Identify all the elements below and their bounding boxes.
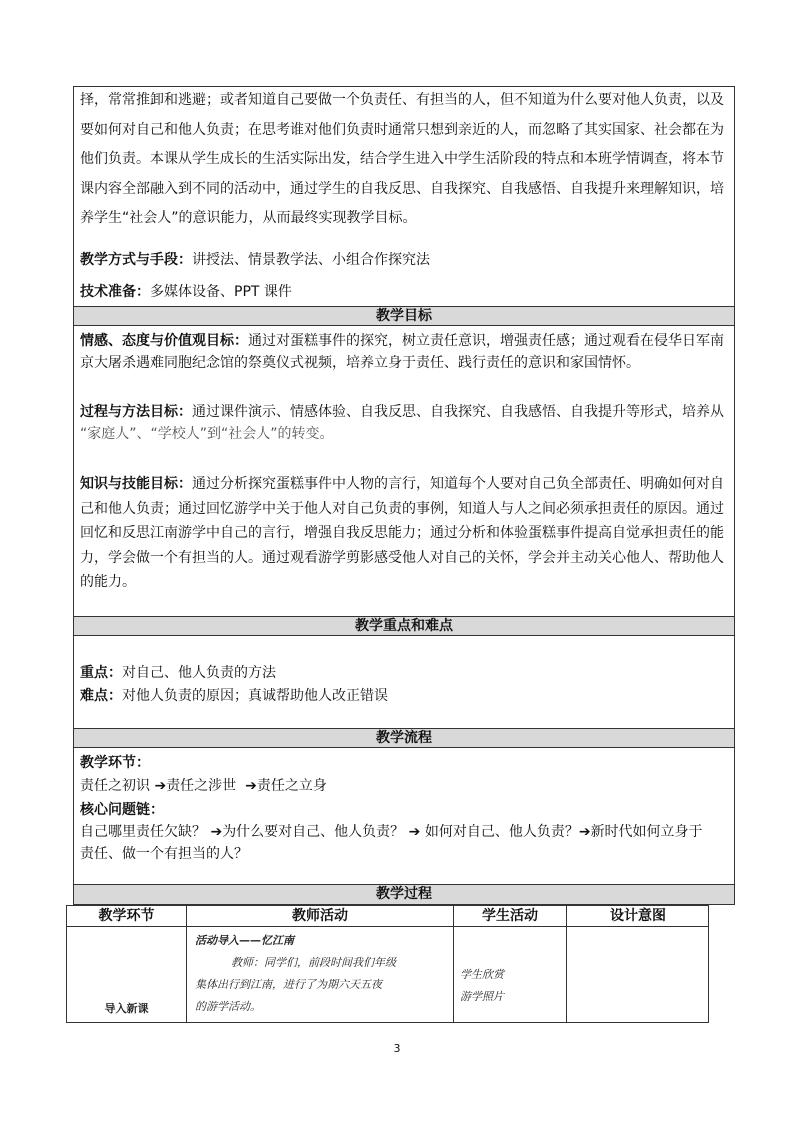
difficulty-label: 难点： (80, 688, 122, 704)
intro-line: 养学生“社会人”的意识能力，从而最终实现教学目标。 (80, 210, 417, 226)
intro-line: 他们负责。本课从学生成长的生活实际出发，结合学生进入中学生活阶段的特点和本班学情调查，将本节 (80, 151, 724, 167)
knowledge-text: 通过分析探究蛋糕事件中人物的言行，知道每个人要对自己负全部责任、明确如何对自 (192, 476, 724, 492)
question-2: 为什么要对自己、他人负责？ (222, 824, 405, 840)
process-goal (80, 401, 730, 445)
focus-label: 重点： (80, 665, 122, 681)
stage-2: 责任之涉世 (166, 778, 237, 794)
process-text: 通过课件演示、情感体验、自我反思、自我探究、自我感悟、自我提升等形式，培养从 (192, 404, 724, 420)
teaching-method (80, 249, 730, 271)
intro-paragraph (80, 86, 730, 234)
arrow-right-icon: ➔ (154, 778, 167, 794)
knowledge-goal (80, 472, 730, 595)
question-4: 新时代如何立身于 (590, 824, 703, 840)
knowledge-line: 己和他人负责；通过回忆游学中关于他人对自己负责的事例，知道人与人之间必须承担责任的原因。通过 (80, 500, 724, 517)
keypoints-header: 教学重点和难点 (74, 616, 734, 636)
emotion-text-cont: 京大屠杀遇难同胞纪念馆的祭奠仪式视频，培养立身于责任、践行责任的意识和家国情怀。 (80, 355, 640, 371)
stage-label: 导入新课 (104, 1002, 149, 1015)
method-label: 教学方式与手段： (80, 252, 192, 268)
process-label: 过程与方法目标： (80, 404, 192, 420)
emotion-label: 情感、态度与价值观目标： (80, 333, 248, 349)
student-line: 学生欣赏 (460, 968, 504, 981)
student-line: 游学照片 (460, 990, 504, 1003)
focus-point (80, 662, 730, 684)
teacher-activity-cell (187, 926, 454, 1022)
intro-line: 要如何对自己和他人负责；在思考谁对他们负责时通常只想到亲近的人，而忽略了其实国家、社会都在为 (80, 121, 724, 138)
student-activity-cell (454, 926, 567, 1022)
column-header: 教师活动 (187, 906, 454, 926)
method-text: 讲授法、情景教学法、小组合作探究法 (192, 252, 430, 268)
teacher-line: 集体出行到江南，进行了为期六天五夜 (195, 978, 382, 991)
knowledge-line: 回忆和反思江南游学中自己的言行，增强自我反思能力；通过分析和体验蛋糕事件提高自觉承担责任的能 (80, 525, 724, 541)
emotion-text: 通过对蛋糕事件的探究，树立责任意识，增强责任感；通过观看在侵华日军南 (248, 333, 724, 349)
arrow-right-icon: ➔ (408, 824, 421, 840)
column-header: 教学环节 (67, 906, 187, 926)
knowledge-label: 知识与技能目标： (80, 476, 192, 492)
column-header: 设计意图 (610, 908, 666, 924)
difficulty-point (80, 685, 730, 707)
emotion-goal (80, 330, 730, 374)
process-text-cont: “家庭人”、“学校人”到“社会人”的转变。 (80, 426, 334, 442)
flow-header: 教学流程 (74, 728, 734, 748)
arrow-right-icon: ➔ (245, 778, 257, 794)
teacher-line: 教师：同学们，前段时间我们年级 (231, 956, 396, 969)
stage-cell (67, 926, 187, 1022)
flow-stages-label: 教学环节： (80, 755, 150, 771)
arrow-right-icon: ➔ (578, 824, 591, 840)
design-intent-cell (567, 926, 709, 1022)
intro-line: 课内容全部融入到不同的活动中，通过学生的自我反思、自我探究、自我感悟、自我提升来理解知识，培 (80, 180, 724, 197)
arrow-right-icon: ➔ (210, 824, 223, 840)
focus-text: 对自己、他人负责的方法 (122, 665, 276, 681)
process-header: 教学过程 (74, 884, 734, 905)
chain-label: 核心问题链： (80, 802, 164, 818)
flow-stages (80, 775, 730, 797)
intro-line: 择，常常推卸和逃避；或者知道自己要做一个负责任、有担当的人，但不知道为什么要对他人负责，以及 (80, 92, 724, 108)
question-4-cont: 责任、做一个有担当的人？ (80, 846, 248, 862)
question-3: 如何对自己、他人负责？ (424, 824, 579, 840)
teacher-line: 的游学活动。 (195, 1000, 261, 1013)
difficulty-text: 对他人负责的原因；真诚帮助他人改正错误 (122, 688, 388, 704)
process-table (66, 905, 709, 1023)
tech-preparation (80, 281, 730, 303)
goals-header: 教学目标 (74, 306, 734, 326)
teacher-activity-title: 活动导入——忆江南 (195, 934, 294, 947)
tech-text: 多媒体设备、PPT 课件 (150, 284, 292, 300)
stage-1: 责任之初识 (80, 778, 150, 794)
question-chain (80, 821, 730, 865)
page-number: 3 (393, 1042, 401, 1055)
tech-label: 技术准备： (80, 284, 150, 300)
knowledge-line: 力，学会做一个有担当的人。通过观看游学剪影感受他人对自己的关怀，学会并主动关心他人、帮助他人 (80, 549, 724, 566)
stage-3: 责任之立身 (256, 778, 327, 794)
question-1: 自己哪里责任欠缺？ (80, 824, 206, 840)
column-header: 学生活动 (454, 906, 567, 926)
knowledge-line: 的能力。 (80, 574, 136, 590)
